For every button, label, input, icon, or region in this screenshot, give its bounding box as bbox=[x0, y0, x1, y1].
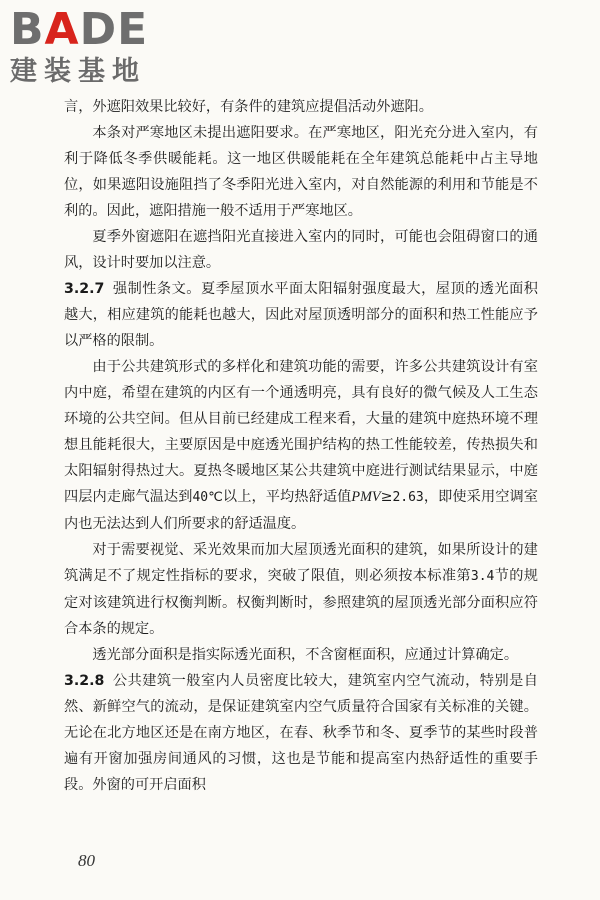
logo-wordmark: BADE bbox=[10, 4, 149, 55]
page-number: 80 bbox=[78, 851, 95, 870]
paragraph-cold-region: 本条对严寒地区未提出遮阳要求。在严寒地区，阳光充分进入室内，有利于降低冬季供暖能耗。这一地区供暖能耗在全年建筑总能耗中占主导地位，如果遮阳设施阻挡了冬季阳光进入室内，对自然能源的利用和节能是不利的。因此，遮阳措施一般不适用于严寒地区。 bbox=[64, 125, 538, 219]
paragraph-ventilation-note: 夏季外窗遮阳在遮挡阳光直接进入室内的同时，可能也会阻碍窗口的通风，设计时要加以注意。 bbox=[64, 229, 538, 271]
section-text: 强制性条文。夏季屋顶水平面太阳辐射强度最大，屋顶的透光面积越大，相应建筑的能耗也越大，因此对屋顶透明部分的面积和热工性能应予以严格的限制。 bbox=[64, 281, 538, 349]
temperature-value: 40℃ bbox=[192, 490, 223, 505]
paragraph-atrium: 由于公共建筑形式的多样化和建筑功能的需要，许多公共建筑设计有室内中庭，希望在建筑的内区有一个通透明亮，具有良好的微气候及人工生态环境的公共空间。但从目前已经建成工程来看，大量的建筑中庭热环境不理想且能耗很大，主要原因是中庭透光围护结构的热工性能较差，传热损失和太阳辐射得热过大。夏热冬暖地区某公共建筑中庭进行测试结果显示，中庭四层内走廊气温达到40℃以上，平均热舒适值PMV≥2.63，即使采用空调室内也无法达到人们所要求的舒适温度。 bbox=[64, 359, 538, 532]
bade-logo bbox=[8, 6, 178, 96]
section-3-2-8 bbox=[64, 668, 538, 798]
section-reference: 3.4 bbox=[470, 569, 495, 584]
page-body bbox=[64, 94, 538, 798]
pmv-symbol: PMV bbox=[351, 489, 381, 505]
pmv-value: 2.63 bbox=[392, 490, 424, 505]
section-number: 3.2.8 bbox=[64, 673, 105, 689]
paragraph-area-definition: 透光部分面积是指实际透光面积，不含窗框面积，应通过计算确定。 bbox=[92, 647, 519, 663]
paragraph-tradeoff: 对于需要视觉、采光效果而加大屋顶透光面积的建筑，如果所设计的建筑满足不了规定性指标的要求，突破了限值，则必须按本标准第3.4节的规定对该建筑进行权衡判断。权衡判断时，参照建筑的屋顶透光部分面积应符合本条的规定。 bbox=[64, 542, 538, 637]
section-number: 3.2.7 bbox=[64, 281, 105, 297]
section-text: 公共建筑一般室内人员密度比较大，建筑室内空气流动，特别是自然、新鲜空气的流动，是保证建筑室内空气质量符合国家有关标准的关键。无论在北方地区还是在南方地区，在春、秋季节和冬、夏季节的某些时段普遍有开窗加强房间通风的习惯，这也是节能和提高室内热舒适性的重要手段。外窗的可开启面积 bbox=[64, 673, 538, 793]
logo-subtitle: 建装基地 bbox=[10, 56, 146, 87]
paragraph-continuation: 言，外遮阳效果比较好，有条件的建筑应提倡活动外遮阳。 bbox=[64, 99, 433, 115]
section-3-2-7 bbox=[64, 276, 538, 354]
